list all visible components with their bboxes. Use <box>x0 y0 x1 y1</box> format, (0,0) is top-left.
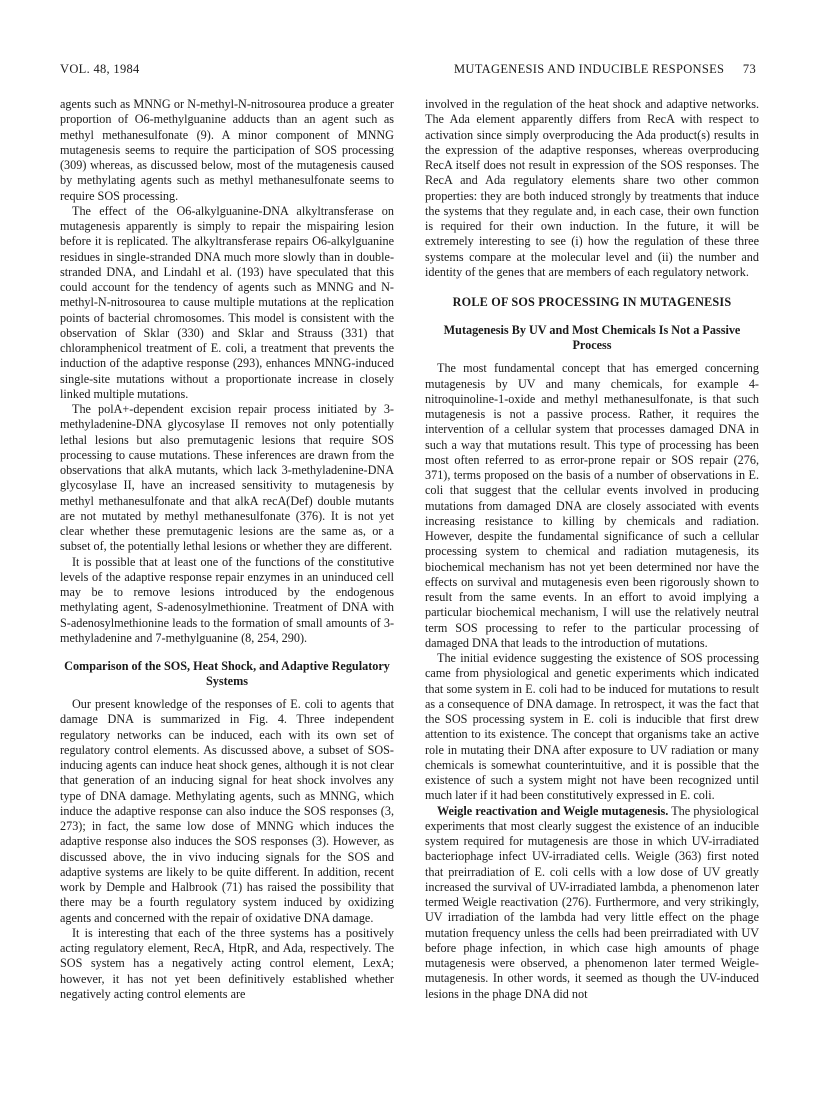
paragraph <box>425 804 759 1002</box>
subsection-heading: Mutagenesis By UV and Most Chemicals Is Not a Passive Process <box>443 323 741 353</box>
paragraph: It is possible that at least one of the functions of the constitutive levels of the adaptive response repair enzymes in an uninduced cell may be to remove lesions introduced by the endogenous methylating agent, S-adenosylmethionine. Treatment of DNA with S-adenosylmethionine leads to the formation of small amounts of 3-methyladenine and 7-methylguanine (8, 254, 290). <box>60 554 394 645</box>
paragraph: The initial evidence suggesting the existence of SOS processing came from physiological and genetic experiments which indicated that some system in E. coli had to be induced for mutations to result as a consequence of DNA damage. In retrospect, it was the fact that the SOS processing system in E. coli is inducible that first drew attention to its existence. The concept that organisms take an active role in mutating their DNA after exposure to UV radiation or many chemicals is somewhat counterintuitive, and it is possible that the existence of such a system might not have been recognized until much later if it had been constitutively expressed in E. coli. <box>425 651 759 803</box>
paragraph: The most fundamental concept that has emerged concerning mutagenesis by UV and many chemicals, for example 4-nitroquinoline-1-oxide and methyl methanesulfonate, is that such mutagenesis is not a passive process. Rather, it requires the intervention of a cellular system that processes damaged DNA in such a way that mutations result. This type of processing has been most often referred to as error-prone repair or SOS repair (276, 371), terms proposed on the basis of a number of observations in E. coli that suggest that the cellular events involved in producing mutations from damaged DNA are closely associated with events increasing resistance to killing by chemicals and radiation. However, despite the fundamental significance of such a cellular processing system to chemical and radiation mutagenesis, its biochemical mechanism has not yet been determined nor have the effects on survival and mutagenesis even been rigorously shown to result from the same events. In an effort to avoid implying a particular biochemical mechanism, I will use the relatively neutral term SOS processing to refer to the particular processing of damaged DNA that leads to the introduction of mutations. <box>425 361 759 650</box>
right-column <box>425 97 759 1002</box>
subsection-heading: Comparison of the SOS, Heat Shock, and Adaptive Regulatory Systems <box>64 659 390 688</box>
paragraph: It is interesting that each of the three systems has a positively acting regulatory element, RecA, HtpR, and Ada, respectively. The SOS system has a negatively acting control element, LexA; however, it has not yet been definitively established whether negatively acting control elements are <box>60 925 394 1001</box>
left-column <box>60 97 394 1002</box>
running-header <box>60 62 756 84</box>
paragraph: involved in the regulation of the heat shock and adaptive networks. The Ada element apparently differs from RecA with respect to activation since simply overproducing the Ada product(s) results in the expression of the adaptive responses, whereas overproducing RecA itself does not result in expression of the SOS responses. The RecA and Ada regulatory elements share two other common properties: they are both induced strongly by treatments that induce the systems that they regulate and, in each case, their own function is required for their own induction. In the future, it will be extremely interesting to see (i) how the regulation of these three systems compare at the molecular level and (ii) the number and identity of the genes that are members of each regulatory network. <box>425 97 759 279</box>
paragraph: The polA+-dependent excision repair process initiated by 3-methyladenine-DNA glycosylase II removes not only potentially lethal lesions but also premutagenic lesions that require SOS processing to cause mutations. These inferences are drawn from the observations that alkA mutants, which lack 3-methyladenine-DNA glycosylase II, have an increased sensitivity to mutagenesis by methyl methanesulfonate and that alkA recA(Def) double mutants are not mutated by methyl methanesulfonate (376). It is not yet clear whether these premutagenic lesions are the same as, or a subset of, the potentially lethal lesions or whether they are different. <box>60 402 394 554</box>
section-heading: ROLE OF SOS PROCESSING IN MUTAGENESIS <box>452 295 732 309</box>
paragraph: Our present knowledge of the responses of E. coli to agents that damage DNA is summarized in Fig. 4. Three independent regulatory networks can be induced, each with its own set of regulatory control elements. As discussed above, a subset of SOS-inducing agents can induce heat shock genes, although it is not clear that generation of an inducing signal for heat shock involves any type of DNA damage. Methylating agents, such as MNNG, which induce the adaptive response can also induce the SOS responses (3, 273); in fact, the same low dose of MNNG which induces the adaptive response also induces the SOS responses (3). However, as discussed above, the in vivo inducing signals for the SOS and adaptive systems are likely to be quite different. In addition, recent work by Demple and Halbrook (71) has raised the possibility that there may be a fourth regulatory system induced by oxidizing agents and concerned with the repair of oxidative DNA damage. <box>60 697 394 925</box>
paragraph-text: The physiological experiments that most clearly suggest the existence of an inducible system required for mutagenesis are those in which UV-irradiated bacteriophage infect UV-irradiated cells. Weigle (363) first noted that preirradiation of E. coli cells with a low dose of UV greatly increased the survival of UV-irradiated lambda, a phenomenon later termed Weigle reactivation (276). Furthermore, and very strikingly, UV irradiation of the lambda had very little effect on the phage mutation frequency unless the cells had been preirradiated with UV before phage infection, in which case high amounts of phage mutagenesis were observed, a phenomenon later termed Weigle-mutagenesis. In other words, it seemed as though the UV-induced lesions in the phage DNA did not <box>425 803 759 1001</box>
paragraph: The effect of the O6-alkylguanine-DNA alkyltransferase on mutagenesis apparently is simply to repair the mispairing lesion before it is replicated. The alkyltransferase repairs O6-alkylguanine residues in single-stranded DNA much more slowly than in double-stranded DNA, and Lindahl et al. (193) have speculated that this could account for the tendency of agents such as MNNG and N-methyl-N-nitrosourea to cause multiple mutations at the replication points of bacterial chromosomes. This model is consistent with the observation of Sklar (330) and Sklar and Strauss (331) that chloramphenicol treatment of E. coli, a treatment that prevents the induction of the adaptive response (293), enhances MNNG-induced single-site mutations without a proportionate increase in closely linked multiple mutations. <box>60 203 394 401</box>
paragraph: agents such as MNNG or N-methyl-N-nitrosourea produce a greater proportion of O6-methylguanine adducts than an agent such as methyl methanesulfonate (9). A minor component of MNNG mutagenesis seems to require the participation of SOS processing (309) whereas, as discussed below, most of the mutagenesis caused by methylating agents such as methyl methanesulfonate seems to require SOS processing. <box>60 97 394 203</box>
run-in-heading: Weigle reactivation and Weigle mutagenesis. <box>437 803 669 818</box>
running-title: MUTAGENESIS AND INDUCIBLE RESPONSES <box>454 62 725 76</box>
page-number: 73 <box>742 62 756 76</box>
volume-label: VOL. 48, 1984 <box>60 62 140 76</box>
